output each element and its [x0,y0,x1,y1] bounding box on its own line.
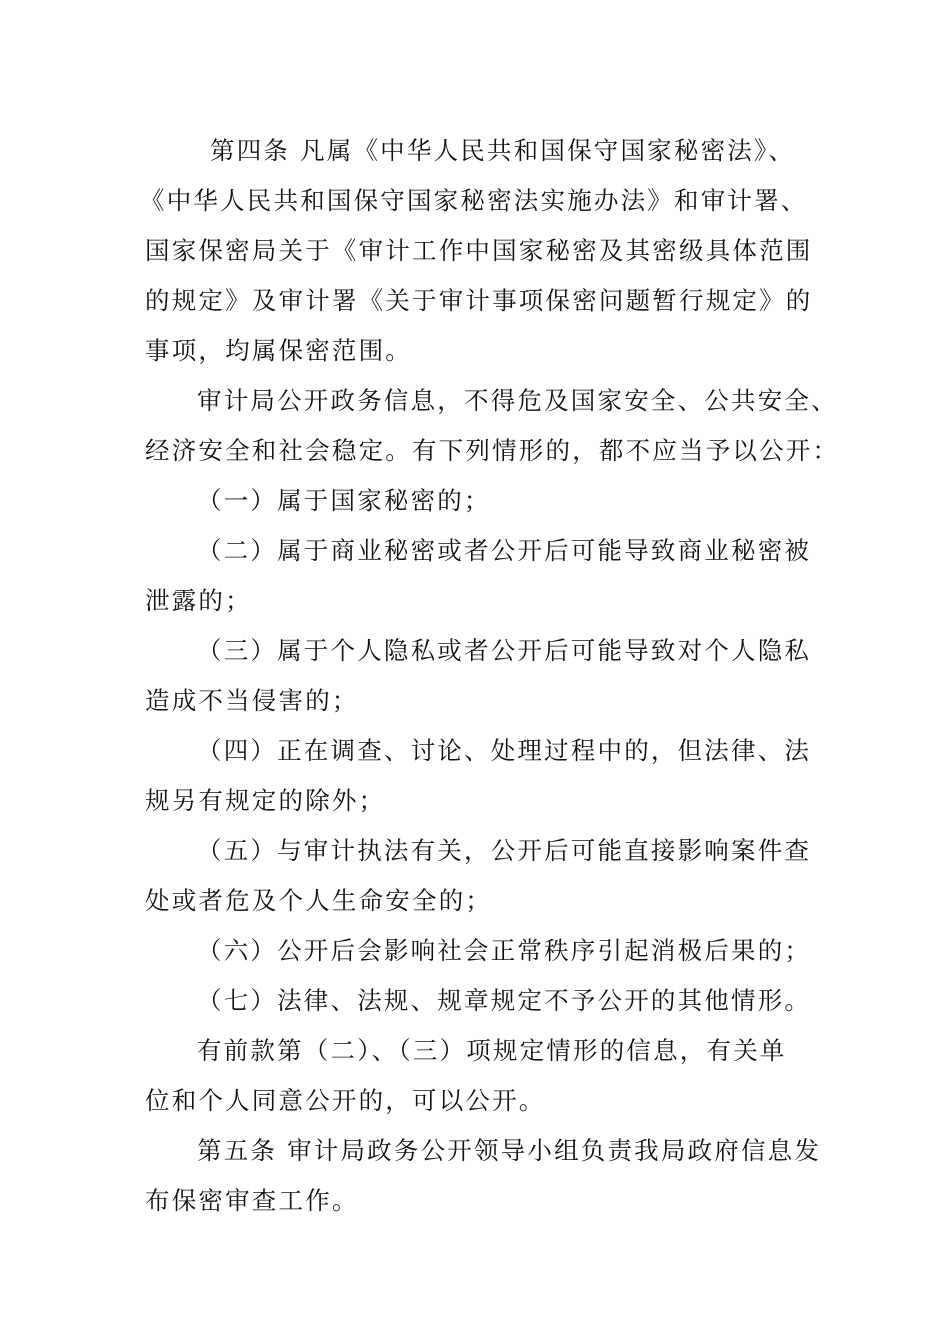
text-line: （五）与审计执法有关，公开后可能直接影响案件查 [197,836,812,865]
text-line: 事项，均属保密范围。 [145,336,412,365]
text-line: 第五条 审计局政务公开领导小组负责我局政府信息发 [197,1136,822,1165]
text-line: （七）法律、法规、规章规定不予公开的其他情形。 [197,986,812,1015]
text-line: （六）公开后会影响社会正常秩序引起消极后果的； [197,936,812,965]
text-line: （一）属于国家秘密的； [197,486,491,515]
text-line: 规另有规定的除外； [145,786,386,815]
text-line: 《中华人民共和国保守国家秘密法实施办法》和审计署、 [140,186,808,215]
text-line: （二）属于商业秘密或者公开后可能导致商业秘密被 [197,536,812,565]
text-line: 布保密审查工作。 [145,1186,359,1215]
text-line: 泄露的； [145,586,252,615]
text-line: 审计局公开政务信息，不得危及国家安全、公共安全、 [197,386,838,415]
text-line: 国家保密局关于《审计工作中国家秘密及其密级具体范围 [145,236,813,265]
text-line: 处或者危及个人生命安全的； [145,886,493,915]
text-line: 有前款第（二）、（三）项规定情形的信息，有关单 [197,1036,787,1065]
text-line: （三）属于个人隐私或者公开后可能导致对个人隐私 [197,636,812,665]
text-line: 造成不当侵害的； [145,686,359,715]
text-line: 第四条 凡属《中华人民共和国保守国家秘密法》、 [210,136,796,165]
text-line: 经济安全和社会稳定。有下列情形的，都不应当予以公开： [145,436,840,465]
text-line: 位和个人同意公开的，可以公开。 [145,1086,546,1115]
text-line: （四）正在调查、讨论、处理过程中的，但法律、法 [197,736,812,765]
text-line: 的规定》及审计署《关于审计事项保密问题暂行规定》的 [145,286,813,315]
